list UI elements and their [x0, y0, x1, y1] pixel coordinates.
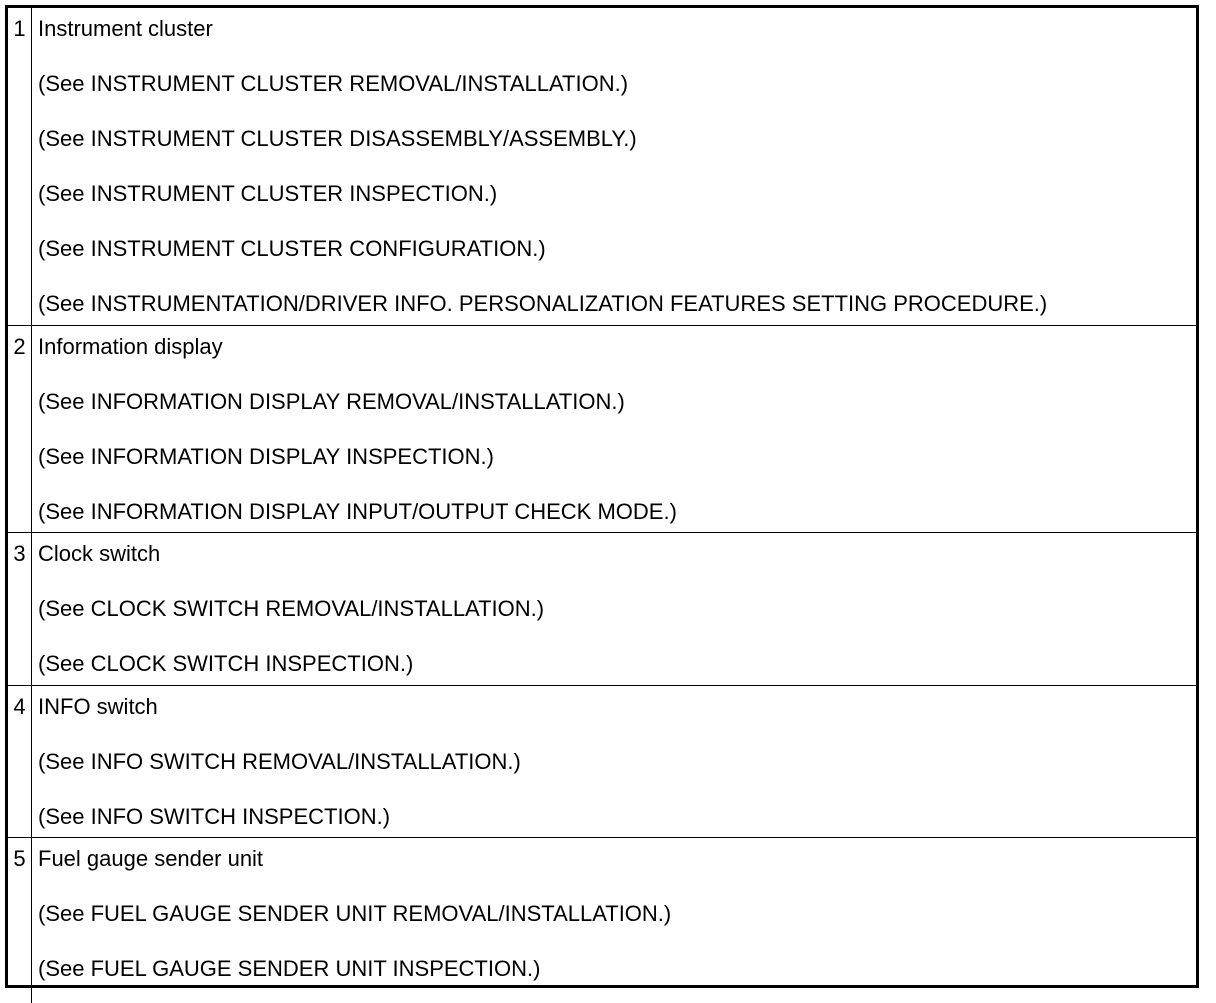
reference-link[interactable]: (See INSTRUMENT CLUSTER REMOVAL/INSTALLATION.): [38, 71, 629, 96]
reference-link[interactable]: (See CLOCK SWITCH REMOVAL/INSTALLATION.): [38, 596, 545, 621]
reference-link[interactable]: (See FUEL GAUGE SENDER UNIT INSPECTION.): [38, 956, 541, 981]
reference-link[interactable]: (See INFORMATION DISPLAY REMOVAL/INSTALLATION.): [38, 389, 625, 414]
component-title: Instrument cluster: [38, 16, 213, 41]
reference-link[interactable]: (See INSTRUMENT CLUSTER DISASSEMBLY/ASSEMBLY.): [38, 126, 637, 151]
component-title: Information display: [38, 334, 223, 359]
component-title: Clock switch: [38, 541, 161, 566]
reference-link[interactable]: (See INSTRUMENT CLUSTER INSPECTION.): [38, 181, 498, 206]
row-content: [32, 838, 1196, 1003]
row-number: 2: [8, 326, 32, 532]
table-row: [8, 8, 1196, 325]
row-number: 5: [8, 838, 32, 1003]
reference-link[interactable]: (See INSTRUMENTATION/DRIVER INFO. PERSONALIZATION FEATURES SETTING PROCEDURE.): [38, 291, 1048, 316]
reference-link[interactable]: (See INFO SWITCH INSPECTION.): [38, 804, 391, 829]
reference-link[interactable]: (See INFO SWITCH REMOVAL/INSTALLATION.): [38, 749, 521, 774]
component-title: INFO switch: [38, 694, 158, 719]
component-title: Fuel gauge sender unit: [38, 846, 264, 871]
table-row: [8, 325, 1196, 532]
row-content: [32, 533, 1196, 685]
reference-link[interactable]: (See CLOCK SWITCH INSPECTION.): [38, 651, 414, 676]
row-number: 4: [8, 686, 32, 837]
reference-link[interactable]: (See FUEL GAUGE SENDER UNIT REMOVAL/INSTALLATION.): [38, 901, 672, 926]
table-row: [8, 685, 1196, 837]
row-number: 1: [8, 8, 32, 325]
reference-link[interactable]: (See INFORMATION DISPLAY INPUT/OUTPUT CHECK MODE.): [38, 499, 677, 524]
table-row: [8, 837, 1196, 1003]
row-number: 3: [8, 533, 32, 685]
row-content: [32, 8, 1196, 325]
reference-link[interactable]: (See INFORMATION DISPLAY INSPECTION.): [38, 444, 494, 469]
table-row: [8, 532, 1196, 685]
component-table: [5, 5, 1199, 988]
row-content: [32, 326, 1196, 532]
reference-link[interactable]: (See INSTRUMENT CLUSTER CONFIGURATION.): [38, 236, 546, 261]
row-content: [32, 686, 1196, 837]
